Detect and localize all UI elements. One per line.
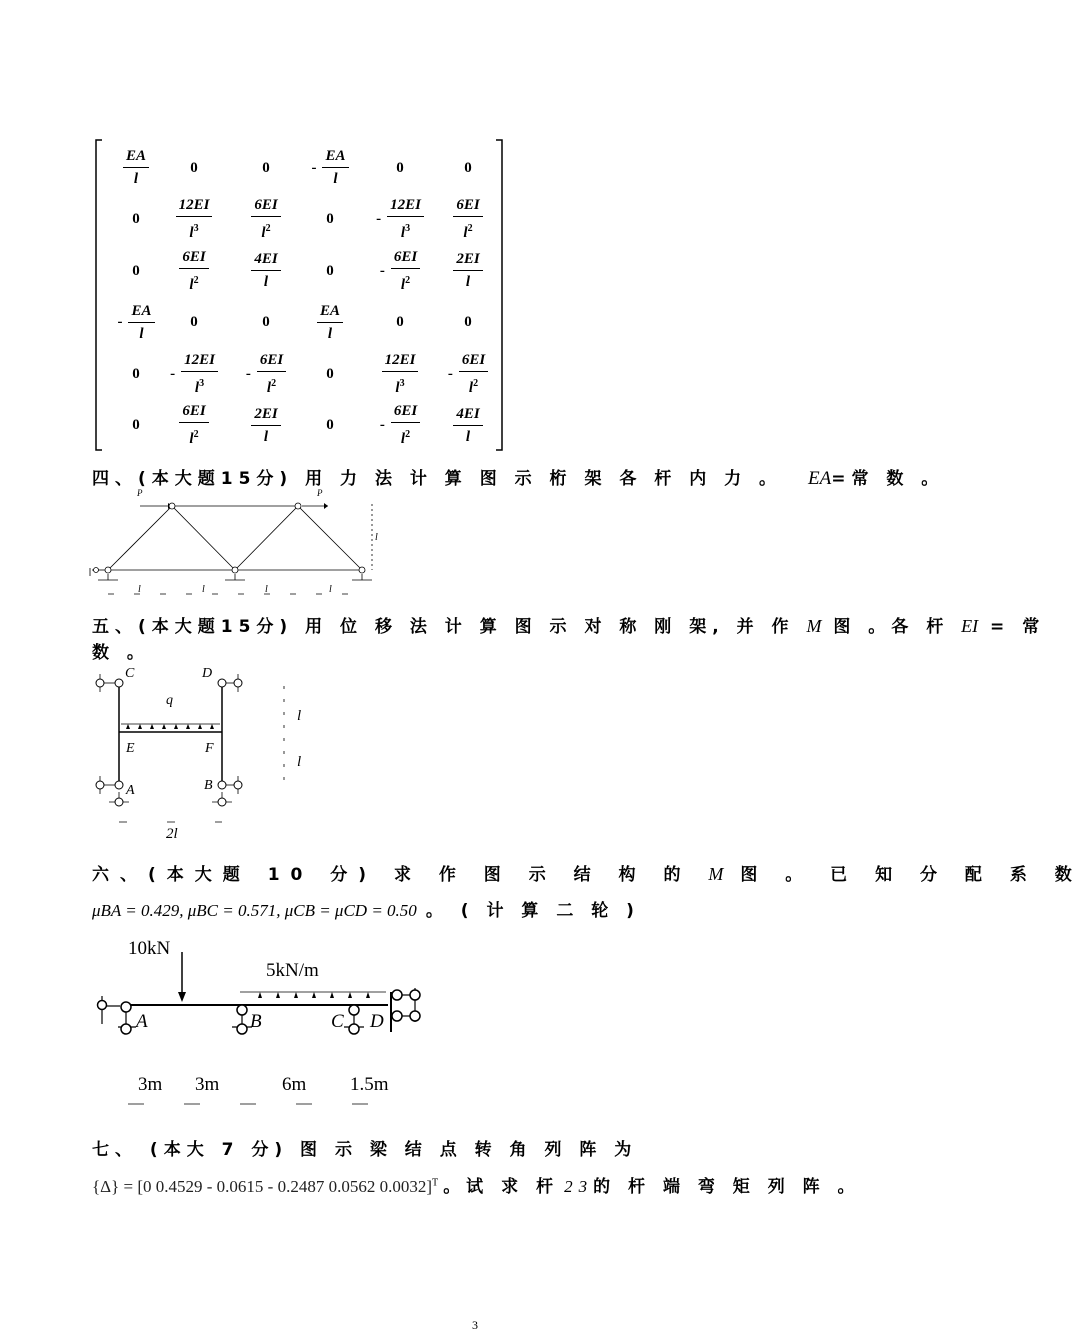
q6-tail: 。 ( 计 算 二 轮 ) <box>425 901 640 921</box>
matrix-cell <box>236 400 296 452</box>
fraction-numerator: 12EI <box>382 352 419 372</box>
fraction-denominator <box>469 372 478 397</box>
matrix-minus-sign: - <box>170 365 176 382</box>
q5-ei: EI <box>961 616 979 636</box>
fraction-denominator <box>328 323 332 343</box>
matrix-value: 0 <box>326 262 334 279</box>
matrix-fraction <box>128 303 154 343</box>
denominator-base: l <box>395 379 400 396</box>
q6-force-label: 10kN <box>128 938 171 959</box>
fraction-numerator: 4EI <box>453 406 482 426</box>
matrix-cell <box>438 194 498 246</box>
denominator-base: l <box>266 379 272 396</box>
denominator-base: l <box>263 428 269 445</box>
q4-text: 四、(本大题15分) 用 力 法 计 算 图 示 桁 架 各 杆 内 力 。 <box>92 469 783 489</box>
fraction-numerator: EA <box>322 148 348 168</box>
matrix-cell <box>164 245 224 297</box>
page-number: 3 <box>472 1318 478 1332</box>
denominator-exponent: 2 <box>405 429 411 440</box>
q5-frame-figure <box>88 660 318 850</box>
q4-span-1: l <box>138 584 141 595</box>
matrix-cell <box>236 194 296 246</box>
matrix-cell <box>300 194 360 246</box>
matrix-fraction <box>391 249 420 294</box>
fraction-denominator <box>401 269 410 294</box>
matrix-cell <box>236 142 296 194</box>
q4-span-4: l <box>329 584 332 595</box>
q5-label-e: E <box>126 741 135 756</box>
matrix-value: 0 <box>326 417 334 433</box>
matrix-fraction <box>257 352 286 397</box>
matrix-fraction <box>453 197 482 242</box>
matrix-cell <box>106 400 166 452</box>
matrix-fraction <box>176 197 213 242</box>
matrix-value: 0 <box>132 211 140 227</box>
q5-line2: 数 。 <box>92 643 150 663</box>
matrix-cell <box>106 348 166 400</box>
fraction-denominator <box>463 217 472 242</box>
fraction-numerator: 6EI <box>459 352 488 372</box>
denominator-exponent: 2 <box>271 377 277 389</box>
q5-label-b: B <box>204 778 213 793</box>
matrix-cell <box>370 194 430 246</box>
q6-dim-2: 3m <box>195 1074 220 1095</box>
denominator-base: l <box>400 276 406 293</box>
denominator-base: l <box>139 325 144 342</box>
denominator-exponent: 2 <box>265 223 271 234</box>
denominator-base: l <box>400 225 406 241</box>
q6-text-b: 图 。 已 知 分 配 系 数 <box>740 865 1083 885</box>
matrix-cell <box>370 348 430 400</box>
matrix-cell <box>236 348 296 400</box>
fraction-denominator <box>189 217 198 242</box>
matrix-cell <box>300 297 360 349</box>
fraction-numerator: EA <box>123 148 149 168</box>
matrix-value: 0 <box>132 365 140 382</box>
matrix-fraction <box>382 352 419 397</box>
q4-p2-label: P <box>317 488 323 498</box>
matrix-cell <box>438 245 498 297</box>
q6-mu-values: μBA = 0.429, μBC = 0.571, μCB = μCD = 0.50 <box>92 901 417 920</box>
denominator-base: l <box>400 431 406 447</box>
matrix-value: 0 <box>326 365 334 382</box>
matrix-fraction <box>453 406 482 446</box>
fraction-numerator: 6EI <box>391 249 420 269</box>
matrix-cell <box>370 245 430 297</box>
matrix-cell <box>370 297 430 349</box>
denominator-base: l <box>133 171 139 187</box>
matrix-value: 0 <box>464 159 472 176</box>
matrix-cell <box>164 142 224 194</box>
q4-truss-figure <box>88 484 388 600</box>
matrix-cell <box>236 245 296 297</box>
matrix-cell <box>438 297 498 349</box>
matrix-fraction <box>251 406 280 446</box>
q4-p1-label: P <box>137 488 143 498</box>
fraction-denominator <box>189 423 198 448</box>
matrix-fraction <box>322 148 348 188</box>
q5-text-c: = 常 <box>990 617 1046 637</box>
q6-label-d: D <box>370 1011 384 1032</box>
matrix-cell <box>106 245 166 297</box>
denominator-exponent: 2 <box>193 274 199 286</box>
q5-span-label: 2l <box>166 826 178 842</box>
matrix-value: 0 <box>262 314 270 330</box>
q7-title: 七、 (本大 7 分) 图 示 梁 结 点 转 角 列 阵 为 <box>92 1140 638 1160</box>
denominator-base: l <box>465 274 471 290</box>
matrix-cell <box>236 297 296 349</box>
q7-rotation-vector: {Δ} = [0 0.4529 - 0.0615 - 0.2487 0.0562 0.0032] <box>92 1177 432 1196</box>
denominator-base: l <box>465 428 471 445</box>
matrix-fraction <box>387 197 424 242</box>
q4-ea: EA <box>807 468 832 489</box>
matrix-cell <box>106 297 166 349</box>
q5-text-b: 图 。各 杆 <box>833 617 950 637</box>
denominator-base: l <box>194 379 200 396</box>
denominator-base: l <box>263 274 269 290</box>
fraction-numerator: 6EI <box>251 197 280 217</box>
fraction-numerator: 6EI <box>453 197 482 217</box>
matrix-minus-sign: - <box>447 365 453 382</box>
fraction-denominator <box>333 168 337 188</box>
q5-label-a: A <box>126 783 135 798</box>
fraction-numerator: 12EI <box>181 352 218 372</box>
q6-m: M <box>708 864 724 884</box>
q4-tail: =常 数 。 <box>831 469 945 489</box>
q5-text-a: 五、(本大题15分) 用 位 移 法 计 算 图 示 对 称 刚 架, 并 作 <box>92 617 795 637</box>
matrix-cell <box>164 400 224 452</box>
q6-dist-load-label: 5kN/m <box>266 960 319 981</box>
matrix-cell <box>300 400 360 452</box>
q5-label-f: F <box>205 741 214 756</box>
q6-dim-4: 1.5m <box>350 1074 389 1095</box>
denominator-base: l <box>333 171 338 187</box>
fraction-denominator <box>395 372 404 397</box>
matrix-value: 0 <box>132 262 140 279</box>
matrix-fraction <box>251 251 280 291</box>
matrix-cell <box>164 194 224 246</box>
matrix-minus-sign: - <box>379 262 385 279</box>
q4-span-2: l <box>202 584 205 595</box>
matrix-fraction <box>251 197 280 242</box>
matrix-fraction <box>391 403 420 448</box>
q6-text-a: 六、(本大题 10 分) 求 作 图 示 结 构 的 <box>92 865 692 885</box>
matrix-cell <box>164 297 224 349</box>
fraction-numerator: EA <box>128 303 154 323</box>
fraction-denominator <box>264 426 268 446</box>
fraction-denominator <box>401 217 410 242</box>
fraction-denominator <box>134 168 138 188</box>
matrix-cell <box>370 142 430 194</box>
matrix-cell <box>300 348 360 400</box>
fraction-denominator <box>264 271 268 291</box>
matrix-fraction <box>317 303 343 343</box>
q5-height-1: l <box>297 708 302 724</box>
denominator-base: l <box>327 325 333 342</box>
q6-dim-3: 6m <box>282 1074 307 1095</box>
q5-label-c: C <box>125 666 135 681</box>
denominator-base: l <box>463 225 468 241</box>
matrix-minus-sign: - <box>376 211 382 227</box>
q4-span-3: l <box>265 584 268 595</box>
denominator-base: l <box>189 276 194 293</box>
denominator-base: l <box>468 379 474 396</box>
matrix-cell <box>106 142 166 194</box>
q7-bar-id: 23 <box>564 1177 594 1196</box>
denominator-exponent: 3 <box>405 223 411 234</box>
q6-label-b: B <box>250 1011 262 1032</box>
fraction-numerator: 6EI <box>179 403 208 423</box>
matrix-value: 0 <box>464 314 472 330</box>
fraction-denominator <box>401 423 410 448</box>
fraction-numerator: 6EI <box>179 249 208 269</box>
matrix-cell <box>300 245 360 297</box>
matrix-cell <box>164 348 224 400</box>
denominator-exponent: 3 <box>399 377 405 389</box>
denominator-exponent: 2 <box>405 274 411 286</box>
fraction-numerator: 6EI <box>391 403 420 423</box>
matrix-minus-sign: - <box>379 417 385 433</box>
fraction-denominator <box>466 271 470 291</box>
matrix-fraction <box>459 352 488 397</box>
matrix-fraction <box>453 251 482 291</box>
q4-height-label: l <box>375 532 378 543</box>
matrix-minus-sign: - <box>311 159 317 176</box>
fraction-denominator <box>195 372 204 397</box>
q5-label-q: q <box>166 693 173 708</box>
fraction-numerator: 6EI <box>257 352 286 372</box>
q7-line2 <box>92 1172 861 1197</box>
matrix-fraction <box>179 249 208 294</box>
q6-dim-1: 3m <box>138 1074 163 1095</box>
denominator-exponent: 3 <box>199 377 205 389</box>
q6-title <box>92 860 1083 885</box>
q7-vector-transpose: T <box>431 1177 439 1189</box>
matrix-value: 0 <box>262 159 270 176</box>
q5-height-2: l <box>297 754 302 770</box>
fraction-numerator: 2EI <box>251 406 280 426</box>
matrix-fraction <box>123 148 149 188</box>
matrix-cell <box>370 400 430 452</box>
fraction-numerator: 4EI <box>251 251 280 271</box>
denominator-exponent: 2 <box>193 429 199 440</box>
denominator-exponent: 2 <box>473 377 479 389</box>
fraction-numerator: EA <box>317 303 343 323</box>
matrix-cell <box>438 348 498 400</box>
matrix-cell <box>300 142 360 194</box>
fraction-denominator <box>466 426 470 446</box>
matrix-cell <box>106 194 166 246</box>
matrix-minus-sign: - <box>117 314 123 330</box>
denominator-base: l <box>261 225 266 241</box>
matrix-fraction <box>179 403 208 448</box>
q7-tail-b: 的 杆 端 弯 矩 列 阵 。 <box>593 1177 861 1197</box>
q5-m: M <box>806 616 822 636</box>
matrix-value: 0 <box>190 314 198 330</box>
matrix-cell <box>438 400 498 452</box>
matrix-value: 0 <box>396 314 404 330</box>
denominator-base: l <box>189 431 194 447</box>
fraction-denominator <box>189 269 198 294</box>
matrix-cell <box>438 142 498 194</box>
matrix-fraction <box>181 352 218 397</box>
q5-label-d: D <box>202 666 213 681</box>
fraction-denominator <box>261 217 270 242</box>
denominator-base: l <box>189 225 194 241</box>
fraction-numerator: 12EI <box>176 197 213 217</box>
matrix-value: 0 <box>326 211 334 227</box>
fraction-denominator <box>267 372 276 397</box>
q6-label-c: C <box>331 1011 344 1032</box>
q6-beam-figure <box>88 930 433 1112</box>
matrix-minus-sign: - <box>245 365 251 382</box>
q5-title <box>92 612 1045 637</box>
fraction-numerator: 12EI <box>387 197 424 217</box>
denominator-exponent: 3 <box>193 223 199 234</box>
q7-tail-a: 。试 求 杆 <box>443 1177 560 1197</box>
matrix-value: 0 <box>190 159 198 176</box>
fraction-denominator <box>139 323 143 343</box>
matrix-value: 0 <box>396 159 404 176</box>
fraction-numerator: 2EI <box>453 251 482 271</box>
matrix-value: 0 <box>132 417 140 433</box>
denominator-exponent: 2 <box>467 223 473 234</box>
stiffness-matrix <box>92 138 508 452</box>
q6-line2 <box>92 896 640 921</box>
q6-label-a: A <box>136 1011 148 1032</box>
